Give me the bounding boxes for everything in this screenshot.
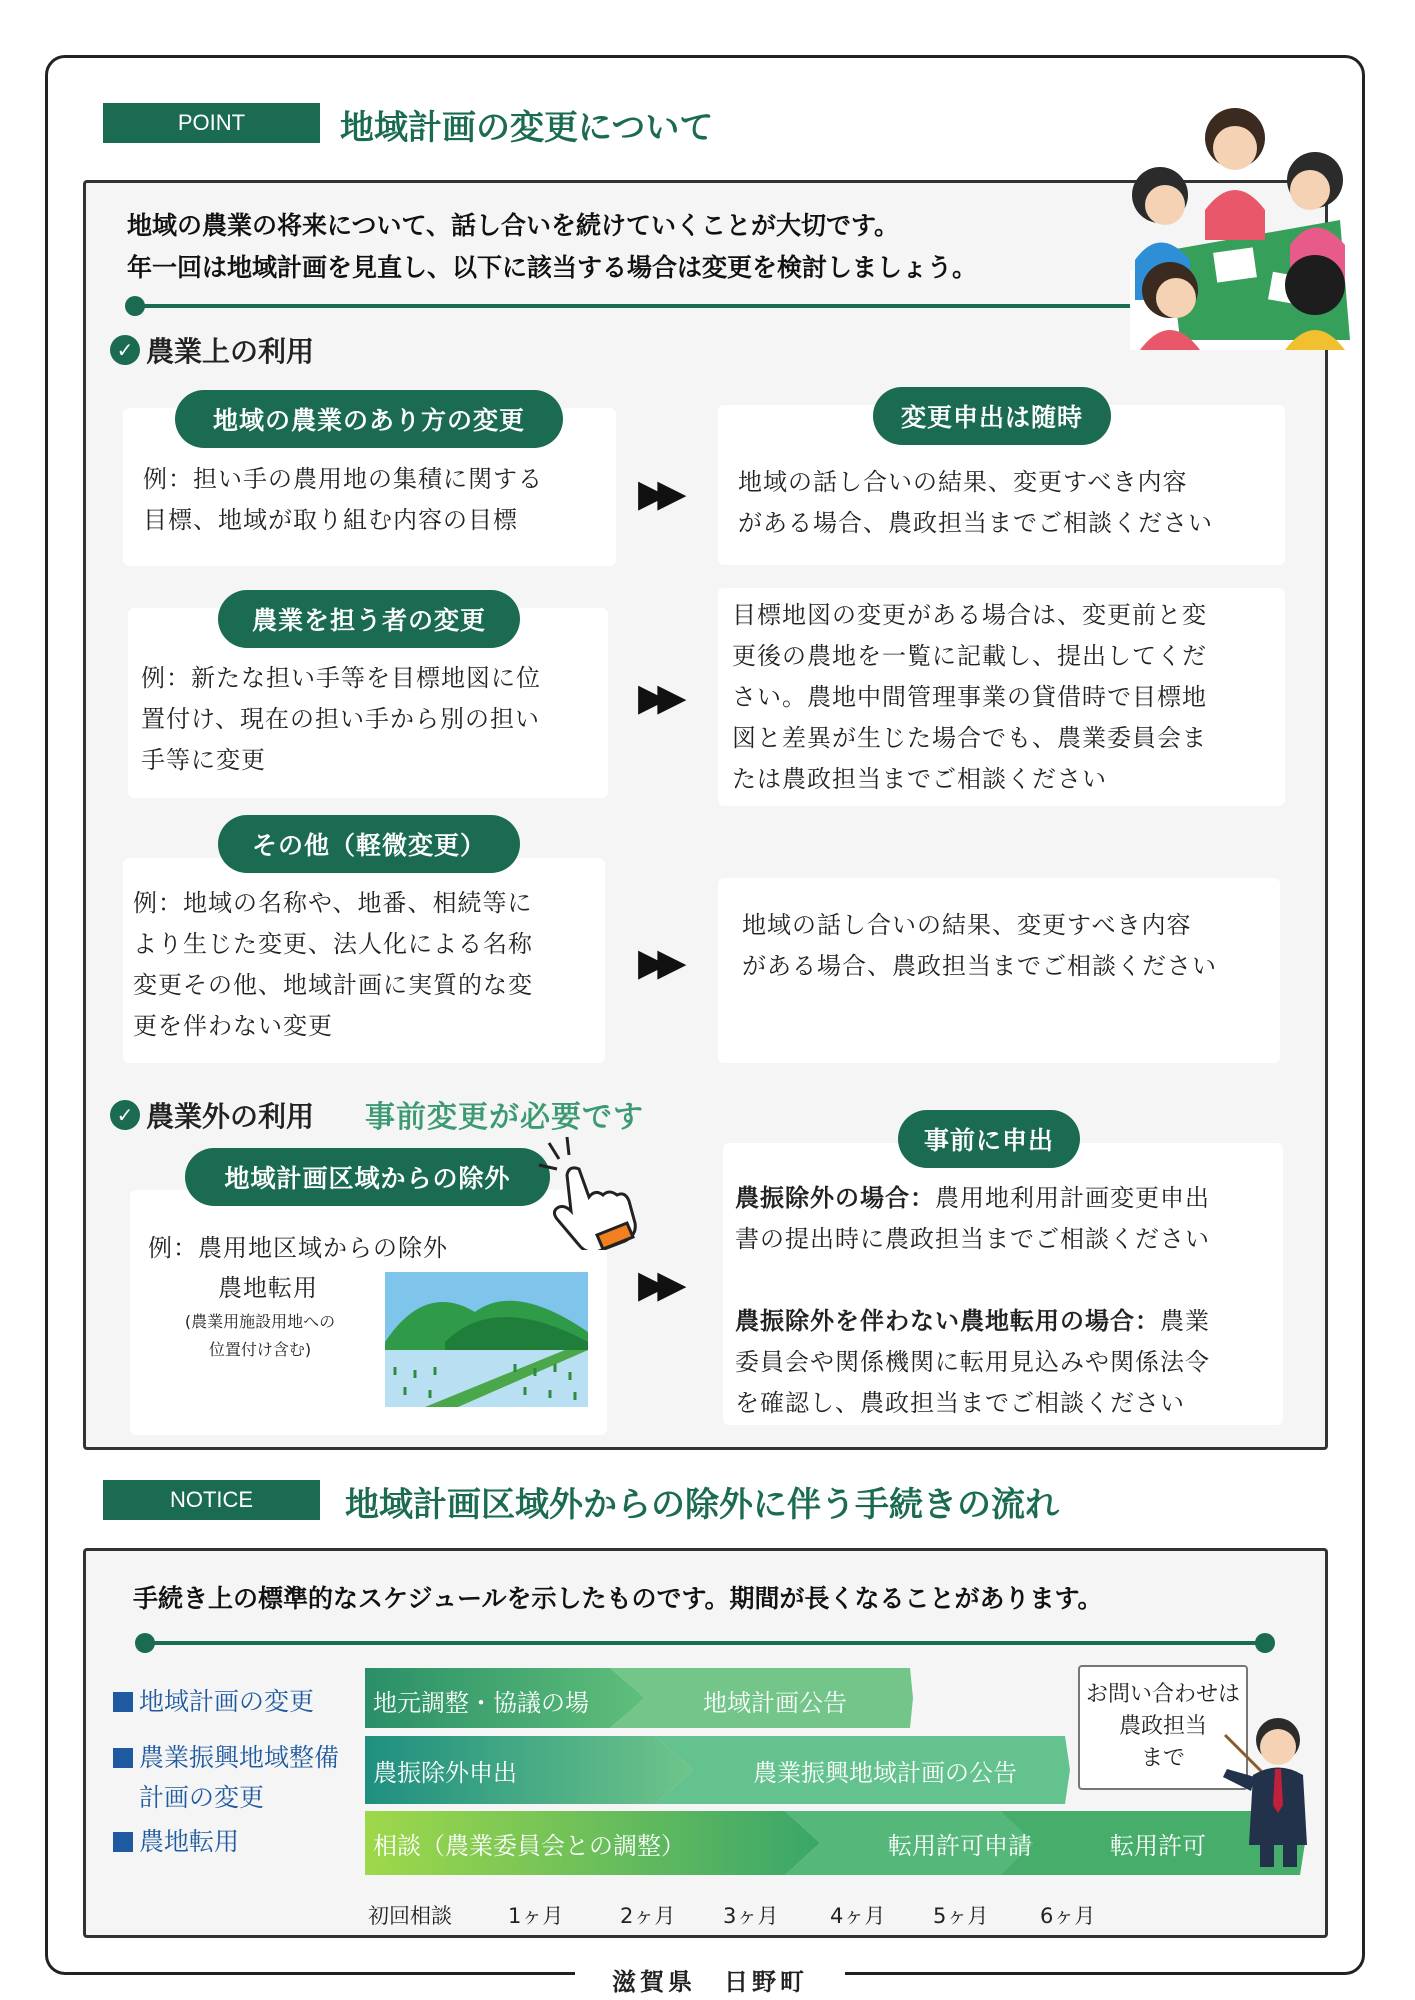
point-tag: POINT: [103, 103, 320, 143]
rice-field-illustration: [385, 1272, 588, 1407]
month-4: 4ヶ月: [830, 1904, 886, 1928]
step-plan-notice: 地域計画公告: [703, 1689, 847, 1717]
double-arrow-icon: ▶▶: [638, 471, 677, 515]
pill-minor-change: その他（軽微変更）: [218, 815, 520, 873]
point-lead-2: 年一回は地域計画を見直し、以下に該当する場合は変更を検討しましょう。: [127, 253, 978, 282]
action-text-3: 地域の話し合いの結果、変更すべき内容 がある場合、農政担当までご相談ください: [742, 911, 1217, 980]
exclusion-example-text: 例：農用地区域からの除外: [148, 1234, 448, 1262]
action-text-1: 地域の話し合いの結果、変更すべき内容 がある場合、農政担当までご相談ください: [738, 468, 1213, 537]
square-icon: [113, 1748, 133, 1768]
exclusion-example-text-2: 農地転用: [218, 1274, 318, 1302]
month-2: 2ヶ月: [620, 1904, 676, 1928]
square-icon: [113, 1832, 133, 1852]
footer-municipality: 滋賀県 日野町: [612, 1968, 808, 1996]
square-icon: [113, 1692, 133, 1712]
step-consultation: 相談（農業委員会との調整）: [373, 1832, 685, 1860]
meeting-illustration: [1130, 100, 1350, 350]
notice-divider: [145, 1641, 1265, 1645]
check-icon: ✓: [110, 1100, 140, 1130]
month-1: 1ヶ月: [508, 1904, 564, 1928]
step-zoning-exclusion: 農振除外申出: [373, 1759, 517, 1787]
example-text-2: 例：新たな担い手等を目標地図に位 置付け、現在の担い手から別の担い 手等に変更: [141, 664, 541, 774]
pill-area-exclusion: 地域計画区域からの除外: [185, 1148, 550, 1206]
notice-lead: 手続き上の標準的なスケジュールを示したものです。期間が長くなることがあります。: [133, 1584, 1103, 1613]
double-arrow-icon: ▶▶: [638, 940, 677, 984]
pill-farmer-change: 農業を担う者の変更: [218, 590, 520, 648]
exclusion-action-text: 農振除外の場合：農用地利用計画変更申出 書の提出時に農政担当までご相談ください 農振除外を伴わない農地転用の場合：農業 委員会や関係機関に転用見込みや関係法令 を確認し、農政担当までご相談ください: [735, 1184, 1210, 1417]
point-lead-1: 地域の農業の将来について、話し合いを続けていくことが大切です。: [127, 211, 900, 240]
double-arrow-icon: ▶▶: [638, 1262, 677, 1306]
point-divider: [135, 304, 1135, 308]
month-3: 3ヶ月: [723, 1904, 779, 1928]
double-arrow-icon: ▶▶: [638, 675, 677, 719]
exclusion-example-note: (農業用施設用地への 位置付け含む): [184, 1312, 336, 1359]
schedule-label-conversion: 農地転用: [113, 1822, 239, 1862]
schedule-label-plan: 地域計画の変更: [113, 1682, 314, 1722]
schedule-label-zoning: 農業振興地域整備 計画の変更: [113, 1738, 339, 1818]
step-local-coordination: 地元調整・協議の場: [373, 1689, 589, 1717]
example-text-3: 例：地域の名称や、地番、相続等に より生じた変更、法人化による名称 変更その他、地域計画に実質的な変 更を伴わない変更: [133, 889, 533, 1040]
step-permit-application: 転用許可申請: [888, 1832, 1032, 1860]
non-agri-use-title: ✓ 農業外の利用: [110, 1095, 314, 1135]
step-zoning-notice: 農業振興地域計画の公告: [753, 1759, 1017, 1787]
point-title: 地域計画の変更について: [340, 108, 714, 148]
agri-use-title: ✓ 農業上の利用: [110, 330, 314, 370]
notice-title: 地域計画区域外からの除外に伴う手続きの流れ: [345, 1485, 1059, 1525]
contact-board: お問い合わせは 農政担当 まで: [1078, 1665, 1248, 1790]
step-permit: 転用許可: [1110, 1832, 1206, 1860]
prior-change-note: 事前変更が必要です: [365, 1100, 644, 1135]
action-text-2: 目標地図の変更がある場合は、変更前と変 更後の農地を一覧に記載し、提出してくだ さい。農地中間管理事業の貸借時で目標地 図と差異が生じた場合でも、農業委員会ま たは農政担当までご相談ください: [732, 601, 1207, 793]
pointing-hand-icon: [537, 1135, 647, 1250]
pill-agri-structure-change: 地域の農業のあり方の変更: [175, 390, 563, 448]
notice-tag: NOTICE: [103, 1480, 320, 1520]
check-icon: ✓: [110, 335, 140, 365]
month-5: 5ヶ月: [933, 1904, 989, 1928]
example-text-1: 例：担い手の農用地の集積に関する 目標、地域が取り組む内容の目標: [143, 465, 543, 534]
pill-change-anytime: 変更申出は随時: [873, 387, 1111, 445]
presenter-illustration: [1205, 1705, 1315, 1870]
pill-advance-request: 事前に申出: [898, 1110, 1080, 1168]
month-initial: 初回相談: [368, 1904, 452, 1928]
month-6: 6ヶ月: [1040, 1904, 1096, 1928]
